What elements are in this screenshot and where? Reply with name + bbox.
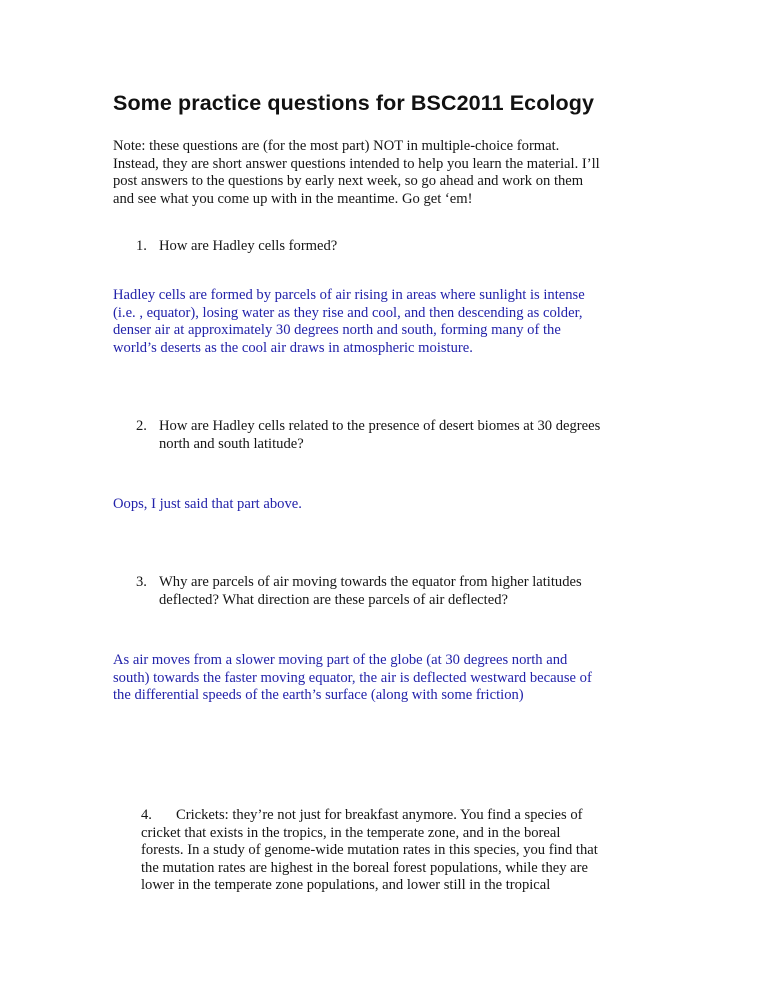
question-text: cricket that exists in the tropics, in the temperate zone, and in the boreal xyxy=(141,824,561,841)
question-number: 4. xyxy=(141,807,152,823)
answer-line: Oops, I just said that part above. xyxy=(113,496,302,512)
answer-line: Hadley cells are formed by parcels of air rising in areas where sunlight is intense xyxy=(113,287,585,303)
answer-line: (i.e. , equator), losing water as they rise and cool, and then descending as colder, xyxy=(113,304,583,321)
question-text: the mutation rates are highest in the boreal forest populations, while they are xyxy=(141,859,588,876)
question-number: 2. xyxy=(136,418,147,434)
intro-note xyxy=(113,138,600,208)
question-text: How are Hadley cells related to the presence of desert biomes at 30 degrees north and south latitude? xyxy=(159,418,601,452)
answer-line: the differential speeds of the earth’s surface (along with some friction) xyxy=(113,687,524,704)
question-text: Crickets: they’re not just for breakfast anymore. You find a species of xyxy=(176,807,583,823)
question-text: forests. In a study of genome-wide mutation rates in this species, you find that xyxy=(141,842,598,859)
answer-line: world’s deserts as the cool air draws in atmospheric moisture. xyxy=(113,339,473,356)
note-line: and see what you come up with in the meantime. Go get ‘em! xyxy=(113,190,473,207)
answer-1 xyxy=(113,287,585,357)
answer-line: As air moves from a slower moving part of the globe (at 30 degrees north and xyxy=(113,652,568,668)
answer-3 xyxy=(113,652,592,705)
answer-line: south) towards the faster moving equator, the air is deflected westward because of xyxy=(113,669,592,686)
question-number: 1. xyxy=(136,238,147,254)
note-line: post answers to the questions by early next week, so go ahead and work on them xyxy=(113,173,584,190)
answer-2 xyxy=(113,496,302,514)
note-line: Note: these questions are (for the most part) NOT in multiple-choice format. xyxy=(113,138,560,154)
question-text: Why are parcels of air moving towards the equator from higher latitudes deflected? What direction are these parcels of air deflected? xyxy=(159,574,582,608)
question-4 xyxy=(141,807,598,895)
question-text: lower in the temperate zone populations, and lower still in the tropical xyxy=(141,877,551,894)
note-line: Instead, they are short answer questions intended to help you learn the material. I’ll xyxy=(113,155,600,172)
question-text: How are Hadley cells formed? xyxy=(159,238,338,254)
question-number: 3. xyxy=(136,574,147,590)
page-title: Some practice questions for BSC2011 Ecology xyxy=(113,91,595,115)
answer-line: denser air at approximately 30 degrees north and south, forming many of the xyxy=(113,322,561,339)
